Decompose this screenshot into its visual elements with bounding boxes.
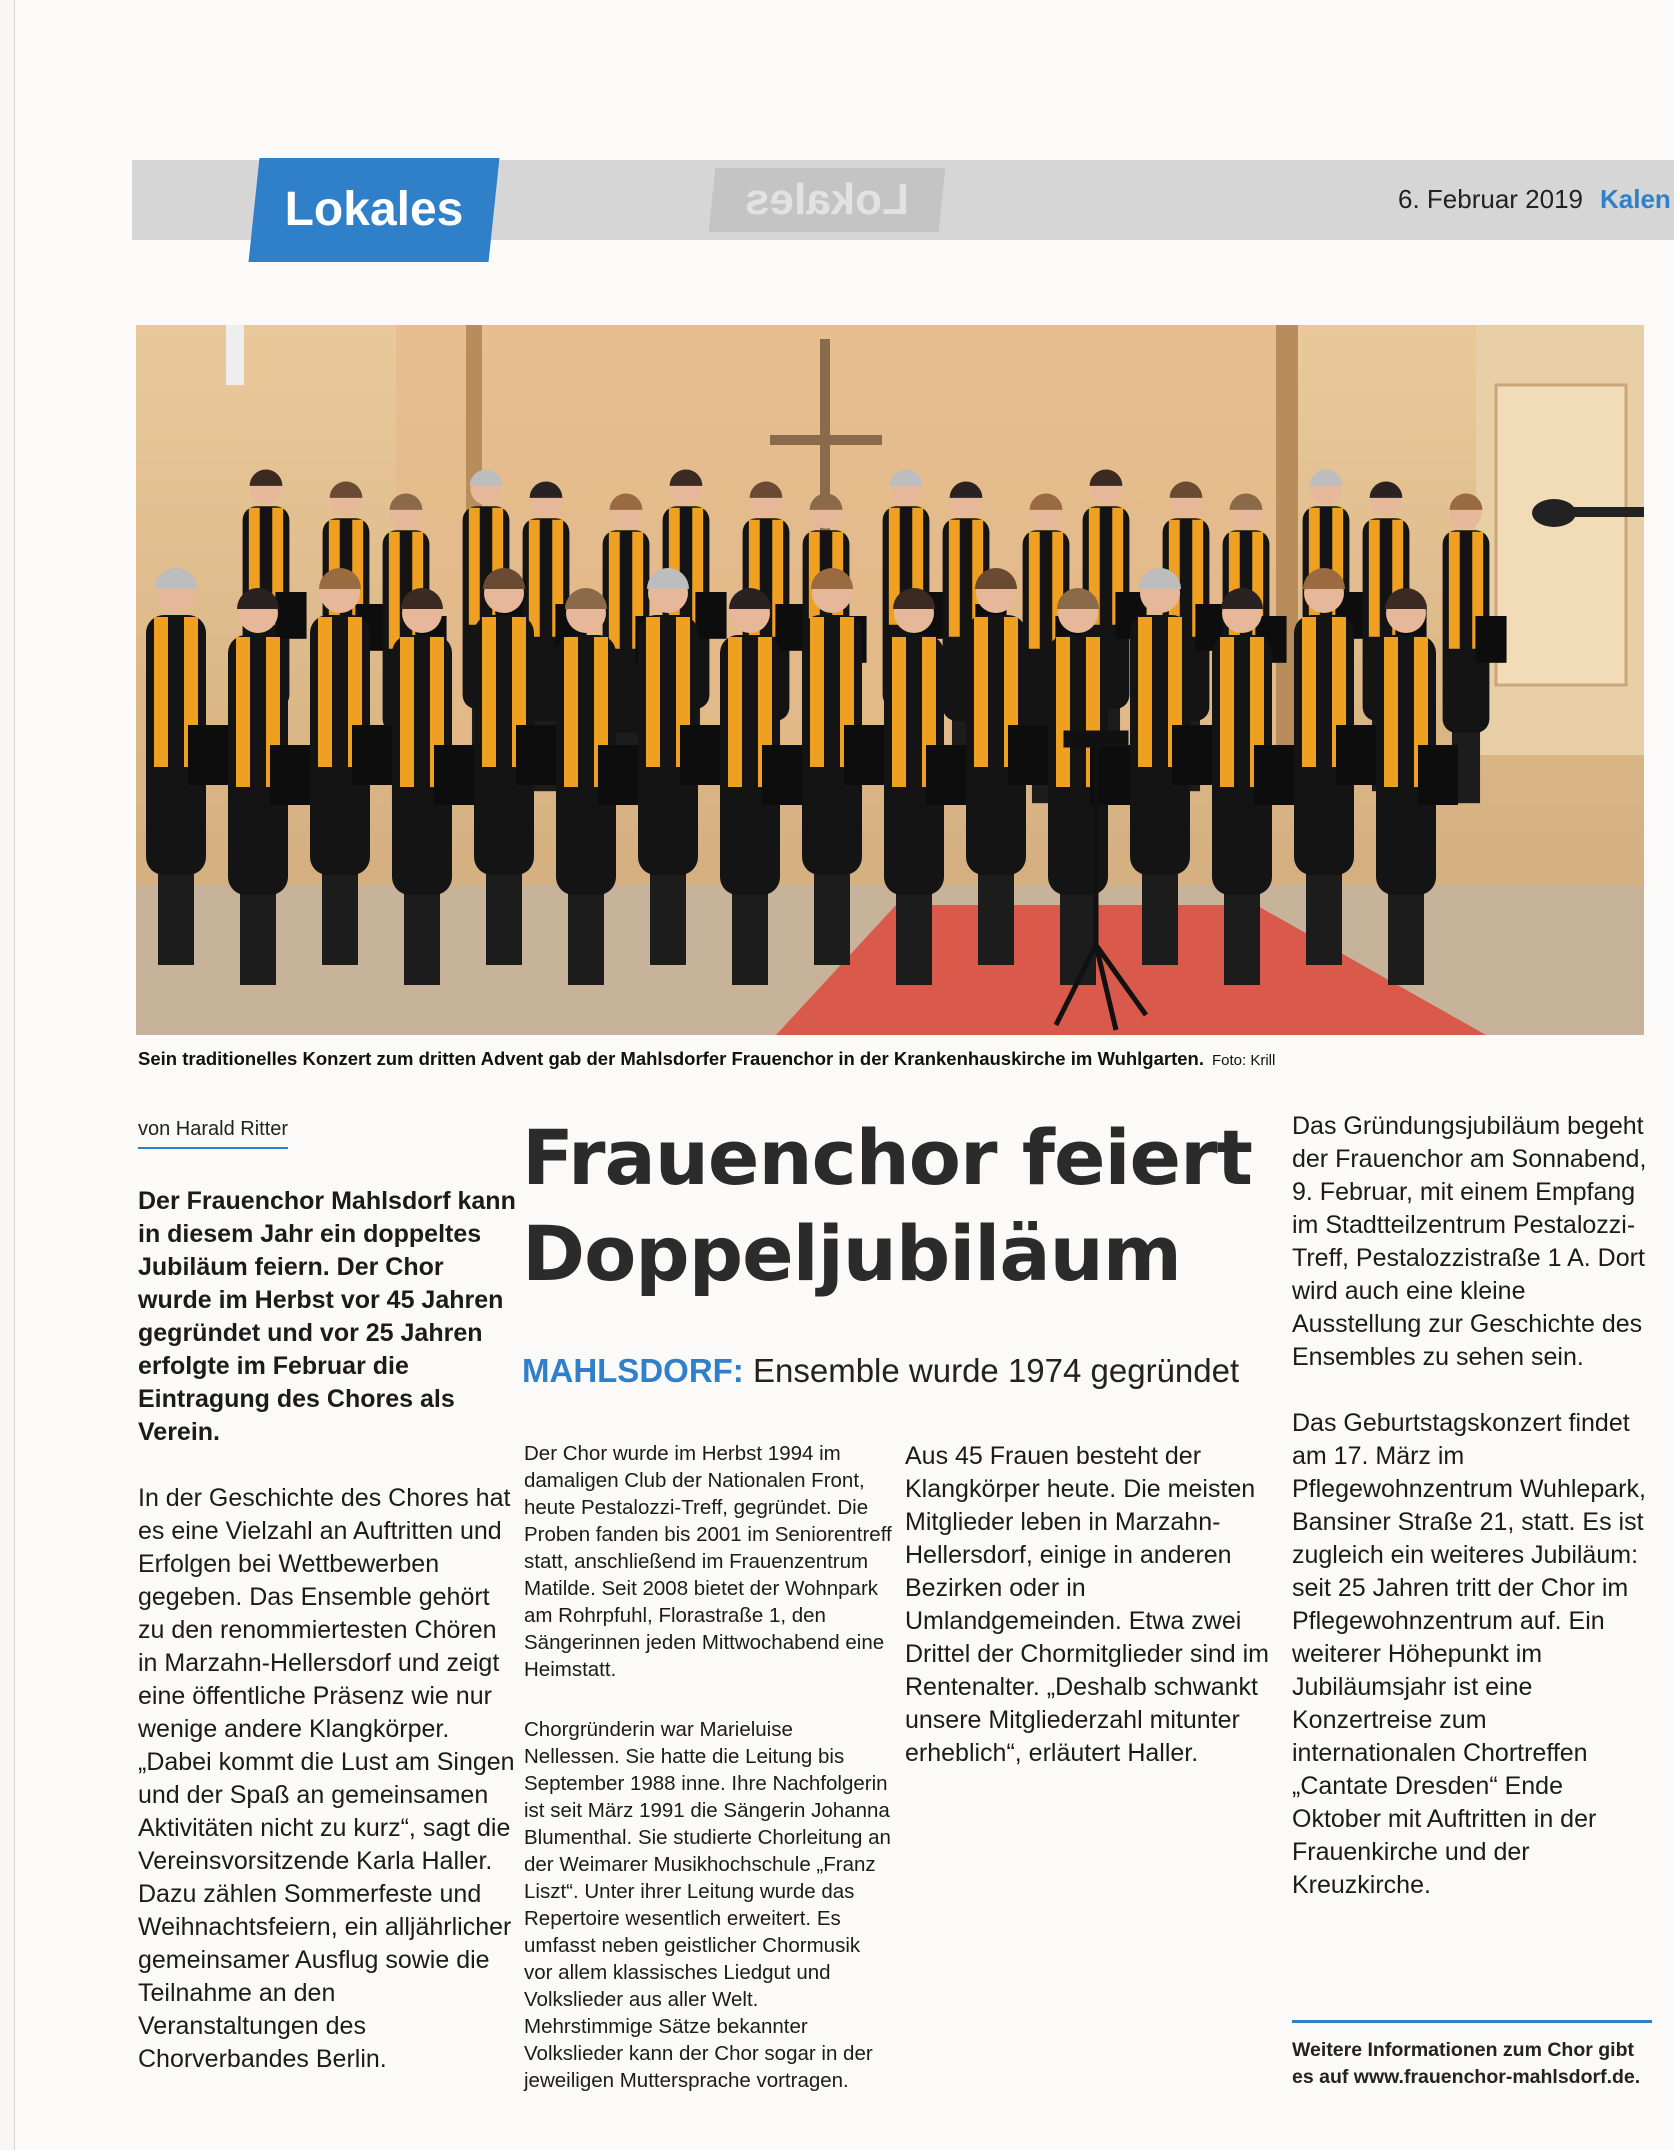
paragraph-1: In der Geschichte des Chores hat es eine Vielzahl an Auftritten und Erfolgen bei Wettbewerben gegeben. Das Ensemble gehört zu den renommiertesten Chören in Marzahn-Hellersdorf und zeigt eine öffentliche Präsenz wie nur wenige andere Klangkörper. „Dabei kommt die Lust am Singen und der Spaß an gemeinsamen Aktivitäten nicht zu kurz“, sagt die Vereinsvorsitzende Karla Haller. Dazu zählen Sommerfeste und Weihnachtsfeiern, ein alljährlicher gemeinsamer Ausflug sowie die Teilnahme an den Veranstaltungen des Chorverbandes Berlin.: [138, 1484, 515, 2073]
photo-caption: [138, 1048, 1638, 1070]
choir-photo: [136, 325, 1644, 1035]
choir-illustration: [136, 325, 1644, 1035]
caption-text: Sein traditionelles Konzert zum dritten Advent gab der Mahlsdorfer Frauenchor in der Krankenhauskirche im Wuhlgarten.: [138, 1048, 1204, 1069]
lead-paragraph: Der Frauenchor Mahlsdorf kann in diesem Jahr ein doppeltes Jubiläum feiern. Der Chor wurde im Herbst vor 45 Jahren gegründet und vor 25 Jahren erfolgte im Februar die Eintragung des Chores als Verein.: [138, 1187, 516, 1446]
section-label: Lokales: [284, 183, 464, 236]
paragraph-3-start: Chorgründerin war Marieluise Nellessen. Sie hatte die Leitung bis September 1988 inne. Ihre Nachfolgerin ist seit März 1991 die Sängerin Johanna Blumenthal. Sie studierte Chorleitung an der Weimarer Musikhochschule „Franz Liszt“. Unter ihrer Leitung wurde das Repertoire wesentlich erweitert. Es umfasst neben geistlicher Chormusik vor allem klassisches Liedgut und Volkslieder aus aller Welt. Mehrstimmige Sätze bekannter Volkslieder kann der Chor sogar in der jeweiligen Muttersprache vortragen.: [524, 1718, 891, 2092]
headline-line-1: Frauenchor feiert: [522, 1113, 1252, 1202]
column-2: [524, 1440, 892, 2094]
byline: von Harald Ritter: [138, 1118, 288, 1149]
column-4: [1292, 1110, 1652, 1902]
subheadline-text: Ensemble wurde 1974 gegründet: [752, 1352, 1240, 1389]
side-niche: [1496, 385, 1626, 685]
column-3: [905, 1440, 1273, 1770]
wall-lamp: [226, 325, 244, 385]
column-1: [138, 1185, 518, 2076]
section-tag: [249, 158, 500, 262]
show-through-section-tag: Lokales: [709, 168, 946, 232]
headline: [522, 1110, 1282, 1302]
location-kicker: MAHLSDORF:: [522, 1352, 744, 1389]
photo-credit: Foto: Krill: [1212, 1052, 1276, 1069]
next-section-cutoff: Kalen: [1600, 184, 1671, 214]
issue-date: 6. Februar 2019: [1398, 184, 1584, 214]
paragraph-3a: [524, 1716, 892, 2094]
paragraph-5: Das Gründungsjubiläum begeht der Frauenchor am Sonnabend, 9. Februar, mit einem Empfang im Stadtteilzentrum Pestalozzi-Treff, Pestalozzistraße 1 A. Dort wird auch eine kleine Ausstellung zur Geschichte des Ensembles zu sehen sein.: [1292, 1112, 1647, 1371]
paragraph-6: Das Geburtstagskonzert findet am 17. März im Pflegewohnzentrum Wuhlepark, Bansiner Straße 21, statt. Es ist zugleich ein weiteres Jubiläum: seit 25 Jahren tritt der Chor im Pflegewohnzentrum auf. Ein weiterer Höhepunkt im Jubiläumsjahr ist eine Konzertreise zum internationalen Chortreffen „Cantate Dresden“ Ende Oktober mit Auftritten in der Frauenkirche und der Kreuzkirche.: [1292, 1409, 1646, 1899]
paragraph-2: Der Chor wurde im Herbst 1994 im damaligen Club der Nationalen Front, heute Pestalozzi-Treff, gegründet. Die Proben fanden bis 2001 im Seniorentreff statt, anschließend im Frauenzentrum Matilde. Seit 2008 bietet der Wohnpark am Rohrpfuhl, Florastraße 1, den Sängerinnen jeden Mittwochabend eine Heimstatt.: [524, 1442, 892, 1681]
subheadline: [522, 1352, 1282, 1390]
info-box: Weitere Informationen zum Chor gibt es auf www.frauenchor-mahlsdorf.de.: [1292, 2020, 1652, 2091]
paragraph-4: Aus 45 Frauen besteht der Klangkörper heute. Die meisten Mitglieder leben in Marzahn-Hellersdorf, einige in anderen Bezirken oder in Umlandgemeinden. Etwa zwei Drittel der Chormitglieder sind im Rentenalter. „Deshalb schwankt unsere Mitgliederzahl mitunter erheblich“, erläutert Haller.: [905, 1442, 1270, 1767]
cross-horizontal: [770, 435, 882, 445]
headline-line-2: Doppeljubiläum: [522, 1209, 1181, 1298]
